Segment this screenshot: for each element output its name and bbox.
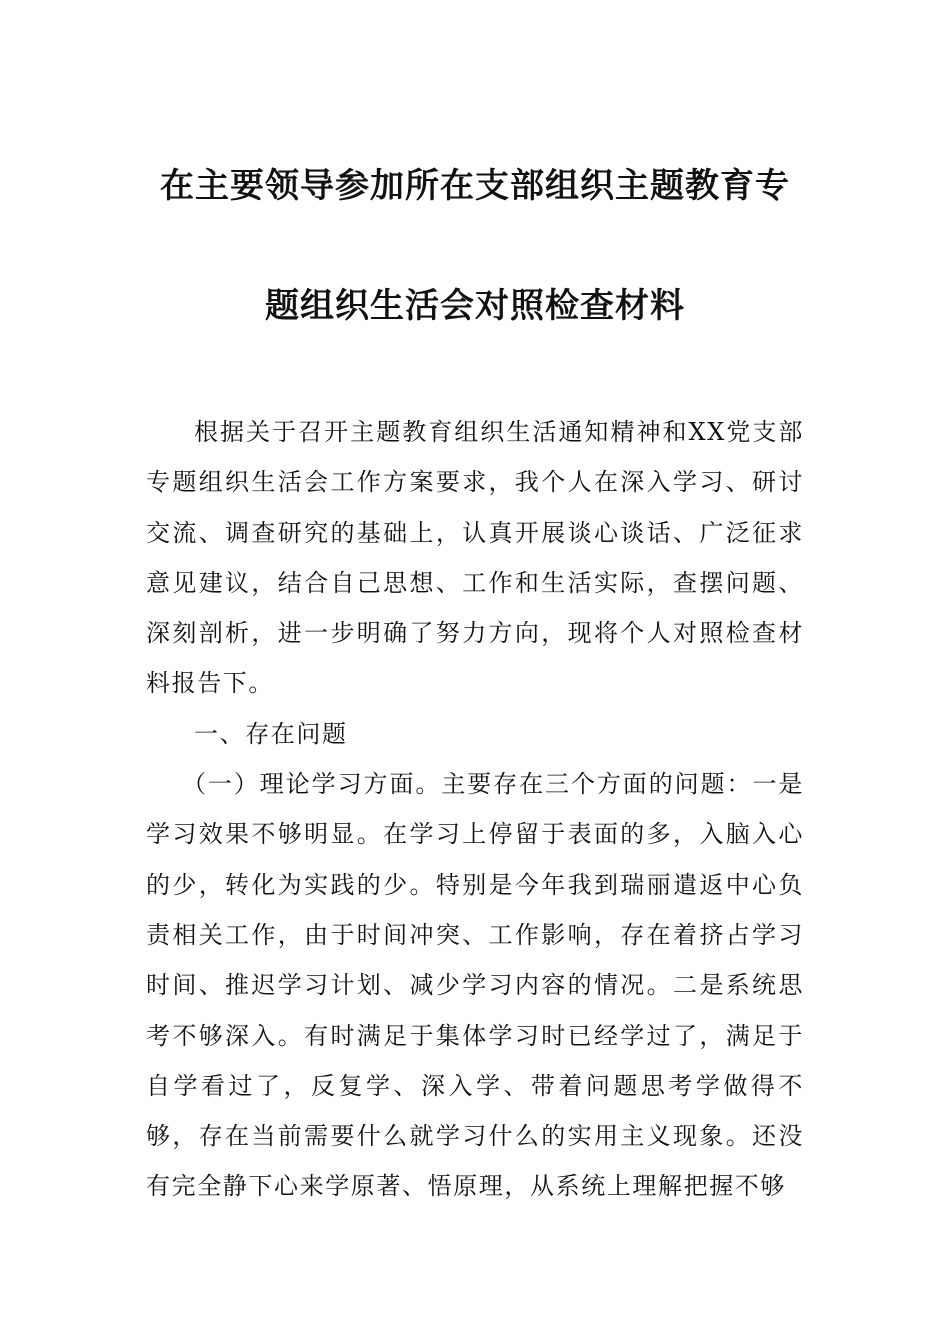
theory-study-paragraph: （一）理论学习方面。主要存在三个方面的问题：一是学习效果不够明显。在学习上停留于表面的多，入脑入心的少，转化为实践的少。特别是今年我到瑞丽遣返中心负责相关工作，由于时间冲突、工作影响，存在着挤占学习时间、推迟学习计划、减少学习内容的情况。二是系统思考不够深入。有时满足于集体学习时已经学过了，满足于自学看过了，反复学、深入学、带着问题思考学做得不够，存在当前需要什么就学习什么的实用主义现象。还没有完全静下心来学原著、悟原理，从系统上理解把握不够	[146, 770, 804, 1201]
document-title-line-2: 题组织生活会对照检查材料	[265, 286, 685, 326]
section-heading-problems: 一、存在问题	[194, 719, 348, 748]
document-body	[146, 407, 804, 1212]
document-title-line-1: 在主要领导参加所在支部组织主题教育专	[160, 166, 790, 206]
intro-paragraph: 根据关于召开主题教育组织生活通知精神和XX党支部专题组织生活会工作方案要求，我个人在深入学习、研讨交流、调查研究的基础上，认真开展谈心谈话、广泛征求意见建议，结合自己思想、工作和生活实际，查摆问题、深刻剖析，进一步明确了努力方向，现将个人对照检查材料报告下。	[146, 418, 804, 698]
